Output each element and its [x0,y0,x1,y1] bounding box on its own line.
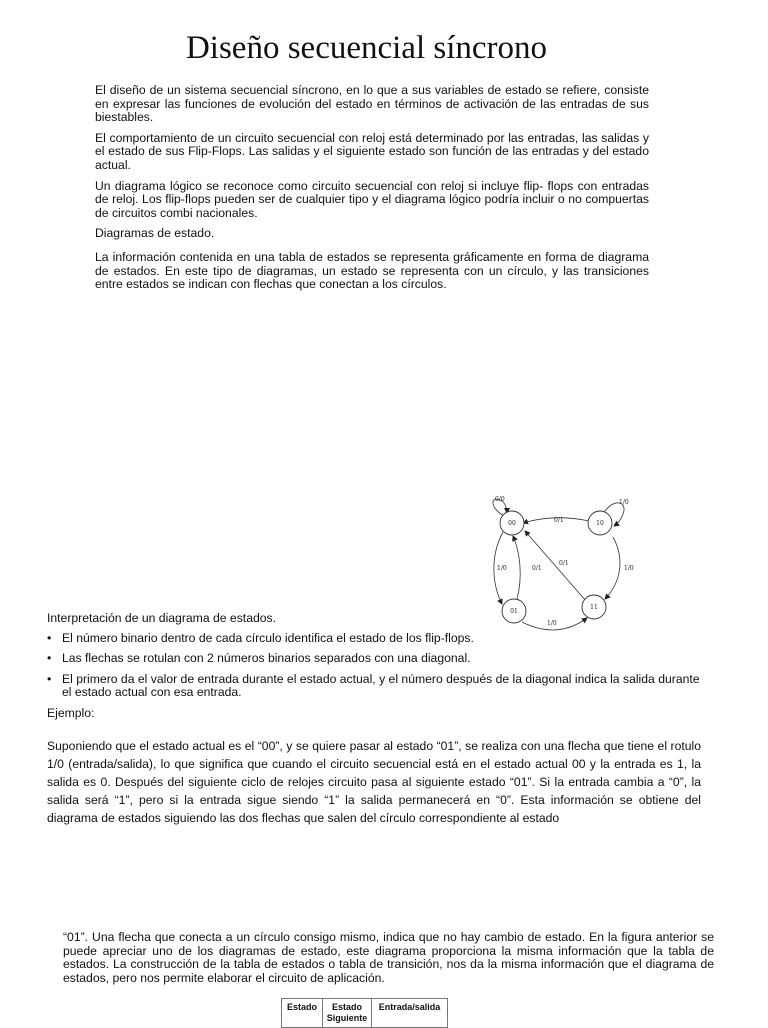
interpretation-section [47,612,701,721]
state-label-01: 01 [510,608,518,615]
section-paragraph: La información contenida en una tabla de estados se representa gráficamente en forma de diagrama de estados. En este tipo de diagramas, un estado se representa con un círculo, y las transiciones entre estados se indican con flechas que conectan a los círculos. [95,249,649,292]
section-heading: Diagramas de estado. [95,226,215,241]
state-label-00: 00 [508,520,516,527]
edge-label-loop-00: 0/0 [495,496,505,503]
table-header-entrada-salida: Entrada/salida [372,999,448,1028]
edge-10-11 [605,537,620,599]
example-paragraph: Suponiendo que el estado actual es el “00”, y se quiere pasar al estado “01”, se realiza con una flecha que tiene el rotulo 1/0 (entrada/salida), lo que significa que cuando el circuito secuencial está en el estado actual 00 y la entrada es 1, la salida es 0. Después del siguiente ciclo de relojes circuito pasa al siguiente estado “01”. Si la entrada cambia a “0”, la salida será “1”, pero si la entrada sigue siendo “1” la salida permanecerá en “0”. Esta información se obtiene del diagrama de estados siguiendo las dos flechas que salen del círculo correspondiente al estado [47,739,701,825]
list-item [47,652,701,666]
state-label-11: 11 [590,604,598,611]
page-title: Diseño secuencial síncrono [185,30,548,66]
edge-label-loop-10: 1/0 [619,499,629,506]
table-header-estado-siguiente: Estado Siguiente [323,999,372,1028]
edge-label-00-01: 1/0 [497,565,507,572]
intro-paragraph: El comportamiento de un circuito secuencial con reloj está determinado por las entradas, las salidas y el estado de sus Flip-Flops. Las salidas y el siguiente estado son función de las entradas y del estado actual. [95,130,649,172]
edge-label-01-11: 1/0 [547,620,557,627]
edge-label-01-00: 0/1 [532,565,542,572]
table-header-row [282,999,448,1028]
intro-paragraph: El diseño de un sistema secuencial síncrono, en lo que a sus variables de estado se refiere, consiste en expresar las funciones de evolución del estado en términos de activación de las entradas de sus biestables. [95,83,649,125]
list-item [47,673,701,700]
edge-01-00 [513,536,520,599]
intro-section [95,84,649,299]
interpretation-list [47,632,701,700]
continued-paragraph: “01”. Una flecha que conecta a un círculo consigo mismo, indica que no hay cambio de estado. En la figura anterior se puede apreciar uno de los diagramas de estado, este diagrama proporciona la misma información que la tabla de estados. La construcción de la tabla de estados o tabla de transición, nos da la misma información que el diagrama de estados, pero nos permite elaborar el circuito de aplicación. [63,930,714,985]
intro-paragraph: Un diagrama lógico se reconoce como circuito secuencial con reloj si incluye flip- flops con entradas de reloj. Los flip-flops pueden ser de cualquier tipo y el diagrama lógico podría incluir o no compuertas de circuitos combi nacionales. [95,178,649,220]
list-item-text: El primero da el valor de entrada durante el estado actual, y el número después de la diagonal indica la salida durante el estado actual con esa entrada. [62,671,700,700]
list-item [47,632,701,646]
list-item-text: Las flechas se rotulan con 2 números binarios separados con una diagonal. [62,651,471,666]
edge-label-11-00: 0/1 [559,560,569,567]
interpretation-heading: Interpretación de un diagrama de estados. [47,611,277,625]
edge-label-10-11: 1/0 [624,565,634,572]
bullet-icon: • [47,671,52,686]
table-header-estado: Estado [282,999,323,1028]
bullet-icon: • [47,630,52,645]
state-label-10: 10 [596,520,604,527]
edge-label-10-00: 0/1 [554,517,564,524]
example-label: Ejemplo: [47,705,95,720]
list-item-text: El número binario dentro de cada círculo identifica el estado de los flip-flops. [62,630,474,645]
bullet-icon: • [47,651,52,666]
